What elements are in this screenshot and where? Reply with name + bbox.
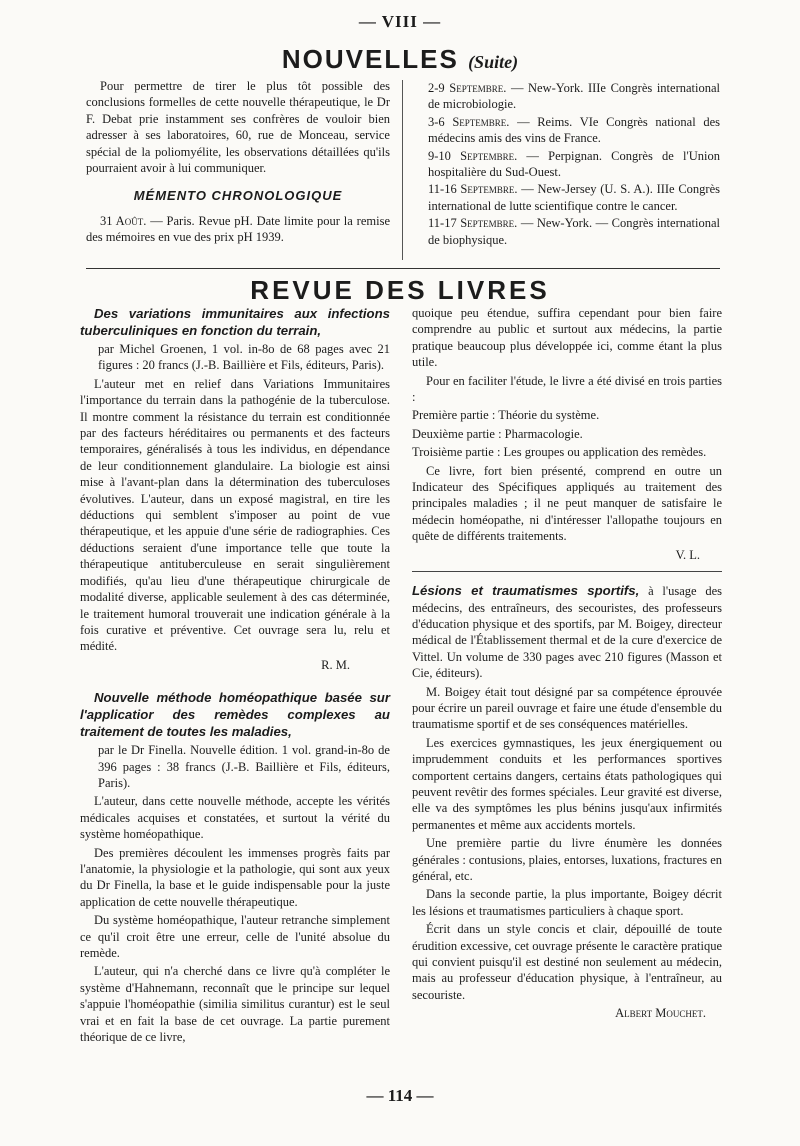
book-biblio: par Michel Groenen, 1 vol. in-8o de 68 pages avec 21 figures : 20 francs (J.-B. Baillière et Fils, éditeurs, Paris). xyxy=(98,342,390,373)
roman-page-number: — VIII — xyxy=(358,12,442,31)
review-paragraph: Des premières découlent les immenses progrès faits par l'anatomie, la physiologie et la pathologie, qui sont aux yeux du Dr Finella, la base et le guide indispensable pour la juste application de cette nouvelle thérapeutique. xyxy=(80,845,390,909)
book-title: Des variations immunitaires aux infections tuberculiniques en fonction du terrain, xyxy=(80,306,390,338)
review-paragraph: M. Boigey était tout désigné par sa compétence éprouvée pour écrire un pareil ouvrage et faire une étude d'ensemble du traumatisme sportif et de ses conséquences matérielles. xyxy=(412,684,722,732)
book-biblio: par le Dr Finella. Nouvelle édition. 1 vol. grand-in-8o de 396 pages : 38 francs (J.-B. Baillière et Fils, éditeurs, Paris). xyxy=(98,743,390,790)
calendar-entry-date: 2-9 Septembre. xyxy=(428,81,507,95)
nouvelles-suite-text: (Suite) xyxy=(468,52,519,72)
book-biblio: à l'usage des médecins, des entraîneurs, des secouristes, des professeurs d'éducation physique et des sportifs, par M. Boigey, directeur médical de l'Établissement thermal et de la cure d'exercice de Vittel. Un volume de 330 pages avec 210 figures (Masson et Cie, éditeurs). xyxy=(412,584,723,681)
revue-left-column xyxy=(80,305,390,1047)
column-divider xyxy=(402,80,403,260)
memento-entry xyxy=(86,213,390,246)
nouvelles-title-text: NOUVELLES xyxy=(281,44,459,74)
calendar-entry-date: 9-10 Septembre. xyxy=(428,148,518,163)
review-paragraph: Une première partie du livre énumère les données générales : contusions, plaies, entorses, luxations, fractures en général, etc. xyxy=(412,836,722,883)
review-paragraph: Du système homéopathique, l'auteur retranche simplement ce qu'il croit être une erreur, celle de l'unité absolue du remède. xyxy=(80,913,390,960)
review-signature: R. M. xyxy=(321,657,350,672)
book-part-item: Troisième partie : Les groupes ou application des remèdes. xyxy=(412,445,707,460)
calendar-entry xyxy=(414,215,720,248)
section-rule xyxy=(86,268,720,269)
review-signature xyxy=(412,1005,722,1021)
review-paragraph: Pour en faciliter l'étude, le livre a été divisé en trois parties : xyxy=(412,373,722,405)
calendar-entry xyxy=(414,181,720,214)
calendar-entry-date: 11-16 Septembre. xyxy=(428,182,518,197)
review-paragraph: L'auteur met en relief dans Variations Immunitaires l'importance du terrain dans la pathogénie de la tuberculose. Il montre comment la résistance du terrain est conditionnée par des facteurs héréditaires ou permanents et des facteurs temporaires, généralisés à tous les individus, en dépendance de leur conditionnement glandulaire. La biologie est ainsi mise à l'avant-plan dans la détermination des tuberculoses évolutives. L'auteur, dans un exposé magistral, en tire les déductions qui semblent s'imposer au point de vue thérapeutique, et les appuie d'une série de radiographies. Ces déductions seraient d'une importance telle que toute la thérapeutique antituberculeuse en serait singulièrement modifiés, qu'au lieu d'une thérapeutique chirurgicale de modalité diverse, applicable seulement à des cas déterminée, le traitement humoral trouverait une indication générale à la fois curative et préventive. Cet ouvrage sera lu, relu et médité. xyxy=(80,376,390,654)
calendar-entry-date: 11-17 Septembre. xyxy=(428,216,518,231)
calendar-entry-text: — Reims. VIe Congrès national des médecins amis des vins de France. xyxy=(428,114,720,146)
calendar-entry-text: — Perpignan. Congrès de l'Union hospitalière du Sud-Ouest. xyxy=(428,148,720,180)
book-part-item: Première partie : Théorie du système. xyxy=(412,408,600,423)
review-paragraph: L'auteur, dans cette nouvelle méthode, accepte les vérités médicales acquises et constatées, et surtout la vérité du système homéopathique. xyxy=(80,794,390,842)
memento-title: MÉMENTO CHRONOLOGIQUE xyxy=(133,188,343,204)
calendar-entry xyxy=(414,80,720,113)
nouvelles-left-column xyxy=(86,78,390,248)
revue-right-column xyxy=(412,305,722,1024)
calendar-entry-text: — New-York. IIIe Congrès international de microbiologie. xyxy=(428,81,721,112)
calendar-entry-text: — New-York. — Congrès international de biophysique. xyxy=(428,216,721,247)
memento-entry-text: — Paris. Revue pH. Date limite pour la remise des mémoires en vue des prix pH 1939. xyxy=(86,213,390,245)
page-number: — 114 — xyxy=(366,1086,434,1105)
review-paragraph: Ce livre, fort bien présenté, comprend en outre un Indicateur des Spécifiques appliqués au traitement des principales maladies ; il ne peut manquer de satisfaire le médecin homéopathe, ni d'intéresser l'allopathe toujours en quête de différents traitements. xyxy=(412,463,722,544)
nouvelles-paragraph: Pour permettre de tirer le plus tôt possible des conclusions formelles de cette nouvelle thérapeutique, le Dr F. Debat prie instamment ses confrères de vouloir bien adresser à ses laboratoires, 60, rue de Monceau, service spécial de la poliomyélite, les observations détaillées qu'ils pourraient avoir à lui communiquer. xyxy=(86,79,390,176)
review-signature: V. L. xyxy=(675,547,700,562)
review-paragraph: Écrit dans un style concis et clair, dépouillé de toute érudition excessive, cet ouvrage présente le caractère pratique qui convient puisqu'il est destiné non seulement au médecin, mais au professeur d'éducation physique, à l'entraîneur, au secouriste. xyxy=(412,922,722,1002)
book-title: Nouvelle méthode homéopathique basée sur l'applicatior des remèdes complexes au traitement de toutes les maladies, xyxy=(80,690,390,740)
book-title: Lésions et traumatismes sportifs, xyxy=(412,583,640,599)
section-title-revue: REVUE DES LIVRES xyxy=(250,275,550,305)
book-part-item: Deuxième partie : Pharmacologie. xyxy=(412,426,583,441)
review-paragraph-continued: quoique peu étendue, suffira cependant pour bien faire comprendre au public et surtout aux médecins, la partie pratique beaucoup plus développée ici, comme étant la plus utile. xyxy=(412,306,722,370)
memento-entry-date: 31 Août. xyxy=(100,213,147,228)
review-separator xyxy=(412,571,722,572)
review-paragraph: Dans la seconde partie, la plus importante, Boigey décrit les lésions et traumatismes particuliers à chaque sport. xyxy=(412,887,722,918)
review-paragraph: Les exercices gymnastiques, les jeux énergiquement ou imprudemment conduits et les performances sportives comportent certains dangers, certains états pathologiques qui peuvent revêtir des formes spéciales. Leur gravité est diverse, elle va des symptômes les plus bénins jusqu'aux infirmités permanentes et même aux accidents mortels. xyxy=(412,735,722,832)
nouvelles-right-column xyxy=(414,80,720,249)
calendar-entry xyxy=(414,114,720,147)
review-paragraph: L'auteur, qui n'a cherché dans ce livre qu'à compléter le système d'Hahnemann, reconnaît que le principe sur lequel s'appuie l'homéopathie (similia similitus curantur) est le seul vrai et en fait la base de cet ouvrage. La partie purement théorique de ce livre, xyxy=(80,964,390,1045)
book-entry xyxy=(412,582,722,681)
calendar-entry-text: — New-Jersey (U. S. A.). IIIe Congrès international de lutte scientifique contre le cancer. xyxy=(428,182,720,213)
calendar-entry xyxy=(414,148,720,181)
calendar-entry-date: 3-6 Septembre. xyxy=(428,114,510,129)
review-signature-text: Albert Mouchet. xyxy=(615,1006,706,1021)
section-title-nouvelles xyxy=(0,44,800,75)
